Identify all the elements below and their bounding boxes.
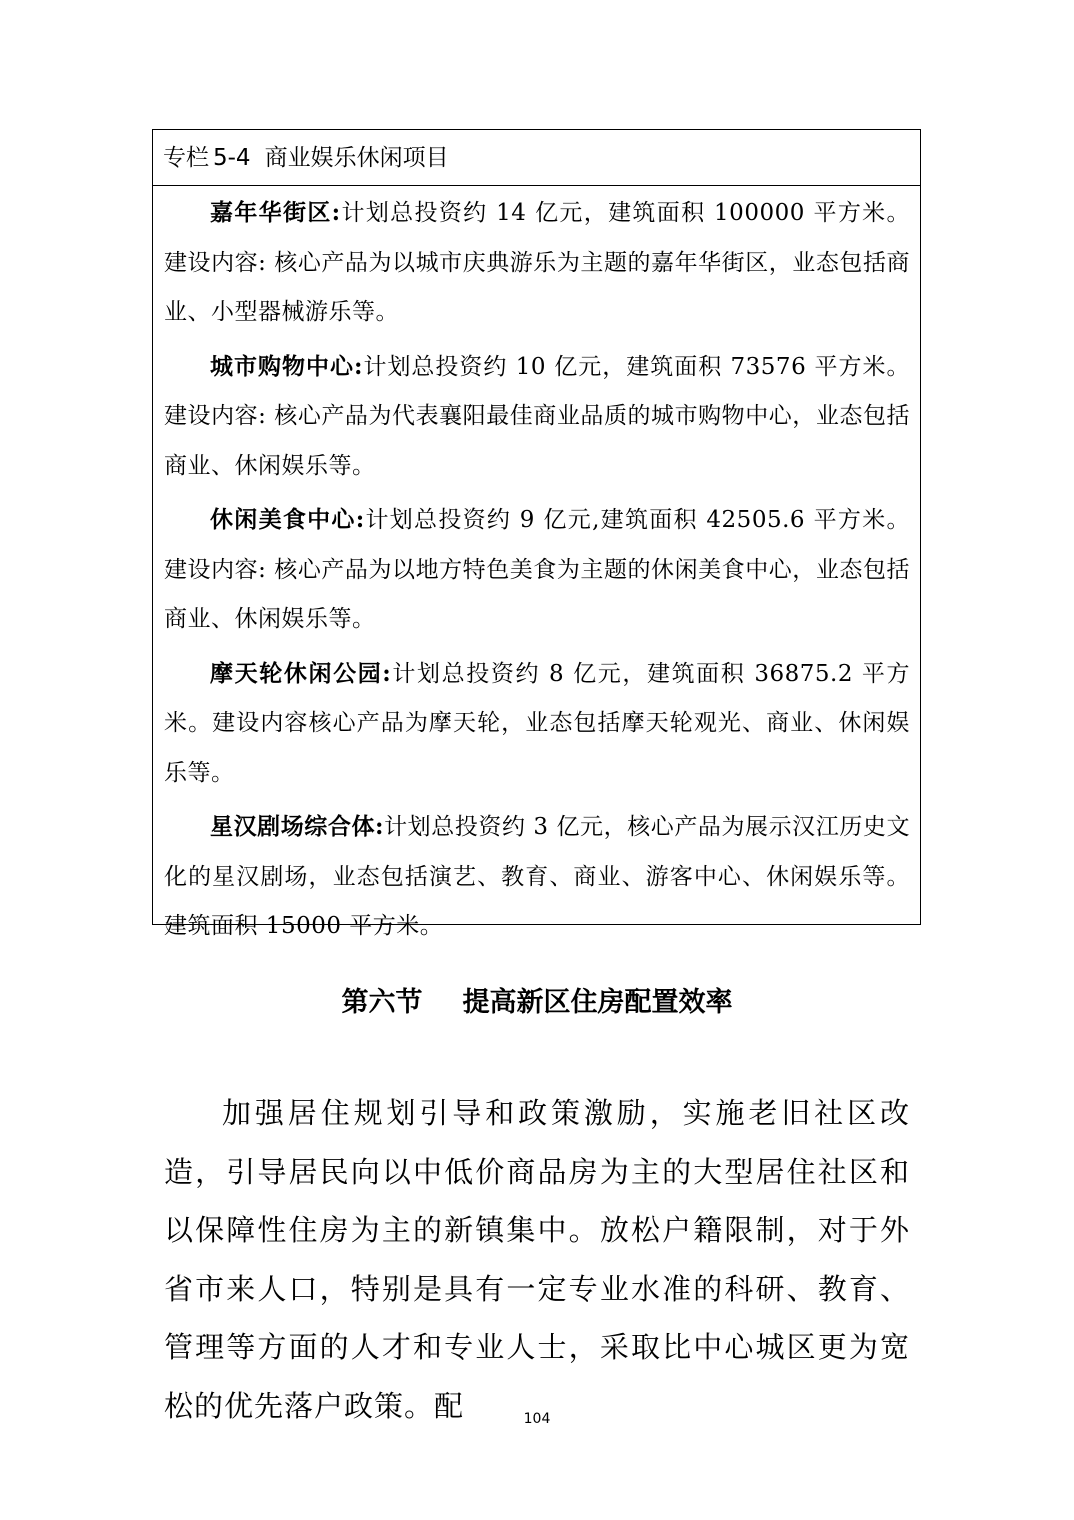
- project-name: 星汉剧场综合体:: [210, 813, 385, 840]
- project-description: 计划总投资约 10 亿元，建筑面积 73576 平方米。建设内容: 核心产品为代表襄阳最佳商业品质的城市购物中心，业态包括商业、休闲娱乐等。: [164, 353, 910, 479]
- project-description: 计划总投资约 3 亿元，核心产品为展示汉江历史文化的星汉剧场，业态包括演艺、教育、商业、游客中心、休闲娱乐等。建筑面积 15000 平方米。: [164, 814, 910, 939]
- page-number: 104: [523, 1411, 551, 1427]
- project-food-center: [164, 495, 910, 645]
- column-title: 商业娱乐休闲项目: [264, 145, 449, 171]
- project-theater-complex: [164, 802, 910, 952]
- column-number: 5-4: [213, 145, 251, 171]
- section-number: 第六节: [341, 987, 423, 1018]
- project-name: 休闲美食中心:: [210, 506, 365, 533]
- column-body: [153, 188, 920, 952]
- column-label: 专栏: [163, 145, 209, 171]
- project-name: 摩天轮休闲公园:: [210, 659, 392, 687]
- column-header: [153, 130, 920, 186]
- section-heading: 提高新区住房配置效率: [462, 987, 733, 1018]
- project-ferris-wheel-park: [164, 649, 910, 799]
- project-description: 计划总投资约 14 亿元，建筑面积 100000 平方米。建设内容: 核心产品为以城市庆典游乐为主题的嘉年华街区，业态包括商业、小型器械游乐等。: [164, 200, 910, 325]
- body-paragraph: 加强居住规划引导和政策激励，实施老旧社区改造，引导居民向以中低价商品房为主的大型居住社区和以保障性住房为主的新镇集中。放松户籍限制，对于外省市来人口，特别是具有一定专业水准的科研、教育、管理等方面的人才和专业人士，采取比中心城区更为宽松的优先落户政策。配: [164, 1096, 910, 1423]
- section-title: [0, 978, 1074, 1028]
- project-name: 嘉年华街区:: [210, 199, 341, 226]
- project-name: 城市购物中心:: [210, 352, 363, 380]
- column-box: [152, 129, 921, 939]
- project-description: 计划总投资约 8 亿元，建筑面积 36875.2 平方米。建设内容核心产品为摩天轮，业态包括摩天轮观光、商业、休闲娱乐等。: [164, 660, 910, 786]
- project-carnival-street: [164, 188, 910, 338]
- project-description: 计划总投资约 9 亿元,建筑面积 42505.6 平方米。建设内容: 核心产品为以地方特色美食为主题的休闲美食中心，业态包括商业、休闲娱乐等。: [164, 507, 910, 632]
- project-shopping-center: [164, 342, 910, 492]
